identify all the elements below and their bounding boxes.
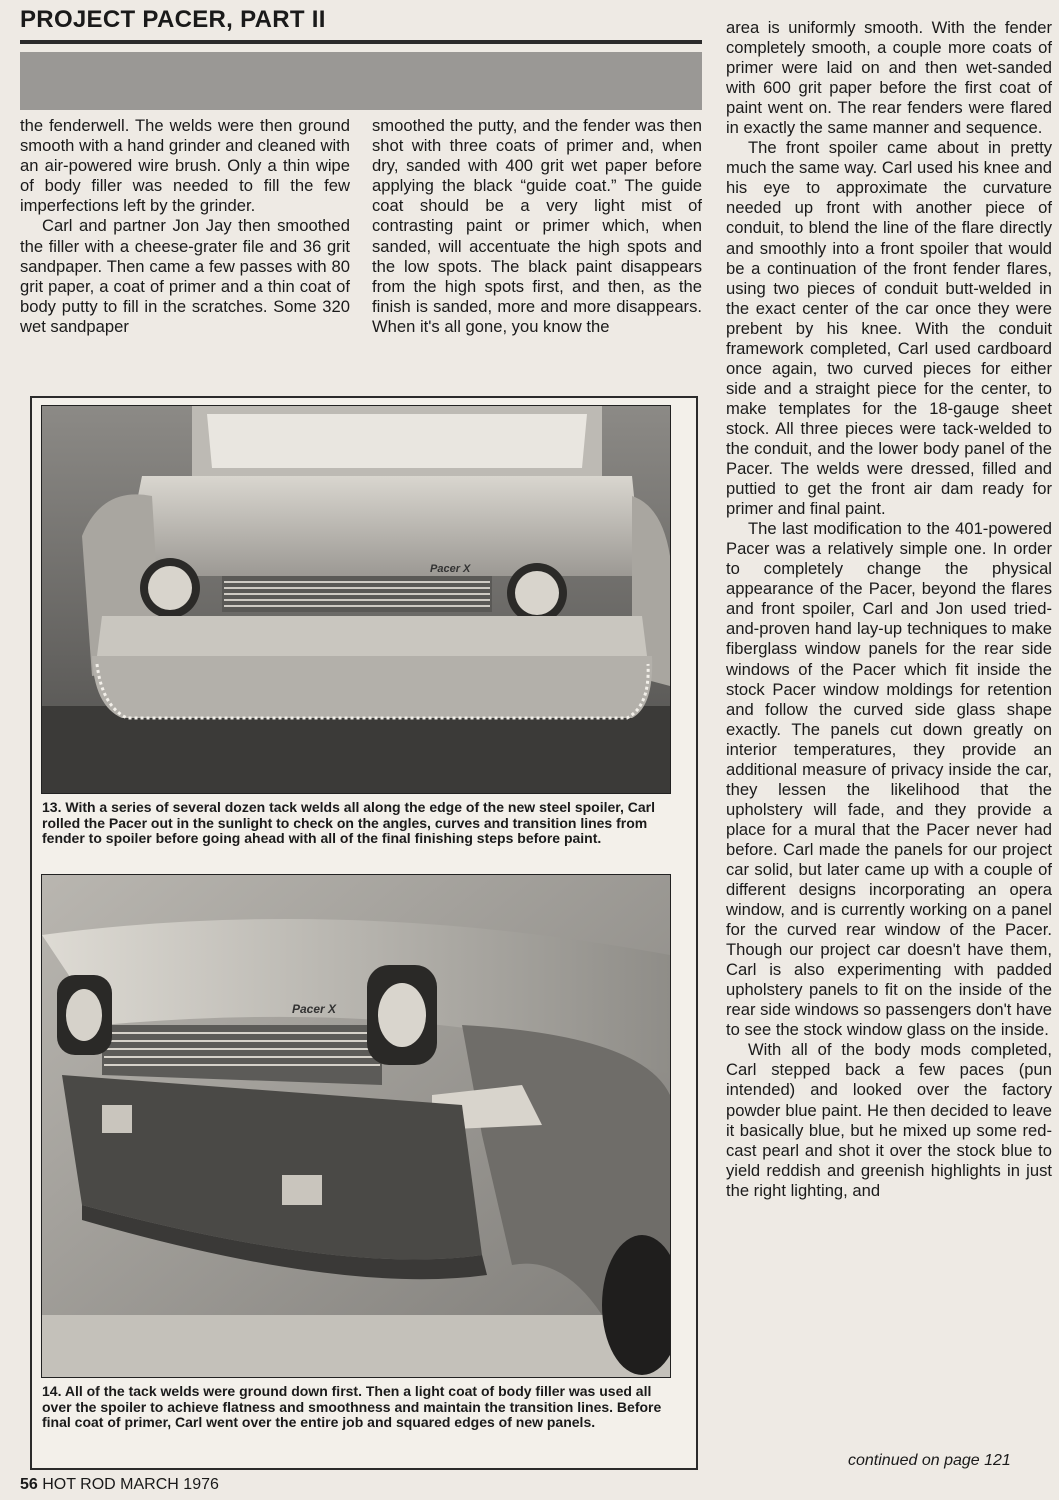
publication-info: HOT ROD MARCH 1976	[42, 1476, 219, 1493]
paragraph: the fenderwell. The welds were then ground smooth with a hand grinder and cleaned with an air-powered wire brush. Only a thin wipe of body filler was needed to fill the few imperfections left by the grinder.	[20, 116, 350, 216]
caption-13: 13. With a series of several dozen tack welds all along the edge of the new steel spoiler, Carl rolled the Pacer out in the sunlight to check on the angles, curves and transition lines from fender to spoiler before going ahead with all of the final finishing steps before paint.	[42, 799, 655, 846]
text-column-2	[372, 116, 702, 337]
photo-14	[41, 874, 671, 1378]
page-footer	[20, 1476, 219, 1494]
badge-text: Pacer X	[292, 1002, 337, 1016]
badge-text: Pacer X	[430, 563, 471, 575]
text-column-1	[20, 116, 350, 337]
title-rule	[20, 40, 702, 44]
photo-13	[41, 405, 671, 794]
car-angle-photo	[42, 875, 670, 1377]
paragraph: The front spoiler came about in pretty much the same way. Carl used his knee and his eye to approximate the curvature needed up front with another piece of conduit, to blend the line of the flare directly and smoothly into a front spoiler that would be a continuation of the front fender flares, using two pieces of conduit butt-welded in the exact center of the car once they were prebent by his knee. With the conduit framework completed, Carl used cardboard once again, two curved pieces for either side and a straight piece for the center, to make templates for the 18-gauge sheet stock. All three pieces were tack-welded to the conduit, and the lower body panel of the Pacer. The welds were dressed, filled and puttied to get the front air dam ready for primer and final paint.	[726, 138, 1052, 519]
paragraph: The last modification to the 401-powered Pacer was a relatively simple one. In order to completely change the physical appearance of the Pacer, beyond the flares and front spoiler, Carl and Jon used tried-and-proven hand lay-up techniques to make fiberglass window panels for the rear side windows of the Pacer which fit inside the stock Pacer window moldings for retention and follow the curved side glass shape exactly. The panels cut down greatly on interior temperatures, they provide an additional measure of privacy inside the car, they lessen the likelihood that the upholstery will fade, and they provide a place for a mural that the Pacer never had before. Carl made the panels for our project car solid, but later came up with a couple of different designs incorporating an opera window, and is currently working on a panel for the curved rear window of the Pacer. Though our project car doesn't have them, Carl is also experimenting with padded upholstery panels to fit on the inside of the rear side windows so passengers don't have to see the stock window glass on the inside.	[726, 519, 1053, 1040]
paragraph: smoothed the putty, and the fender was then shot with three coats of primer and, when dry, sanded with 400 grit wet paper before applying the black “guide coat.” The guide coat should be a very light mist of contrasting paint or primer which, when sanded, will accentuate the high spots and the low spots. The black paint disappears from the high spots first, and then, as the finish is sanded, more and more disappears. When it's all gone, you know the	[372, 116, 702, 336]
paragraph: area is uniformly smooth. With the fender completely smooth, a couple more coats of primer were laid on and then wet-sanded with 600 grit paper before the first coat of paint went on. The rear fenders were flared in exactly the same manner and sequence.	[726, 18, 1052, 138]
continued-note: continued on page 121	[848, 1452, 1011, 1469]
title-band	[20, 52, 702, 110]
paragraph: With all of the body mods completed, Carl stepped back a few paces (pun intended) and looked over the factory powder blue paint. He then decided to leave it basically blue, but he mixed up some red-cast pearl and shot it over the stock blue to yield reddish and greenish highlights in just the right lighting, and	[726, 1040, 1052, 1200]
car-front-photo	[42, 406, 670, 793]
page-number: 56	[20, 1476, 38, 1493]
text-column-3	[726, 18, 1052, 1201]
paragraph: Carl and partner Jon Jay then smoothed the filler with a cheese-grater file and 36 grit sandpaper. Then came a few passes with 80 grit paper, a coat of primer and a thin coat of body putty to fill in the scratches. Some 320 wet sandpaper	[20, 216, 350, 336]
article-title: PROJECT PACER, PART II	[20, 6, 326, 33]
caption-14: 14. All of the tack welds were ground down first. Then a light coat of body filler was used all over the spoiler to achieve flatness and smoothness and maintain the transition lines. Before final coat of primer, Carl went over the entire job and squared edges of new panels.	[42, 1383, 662, 1430]
